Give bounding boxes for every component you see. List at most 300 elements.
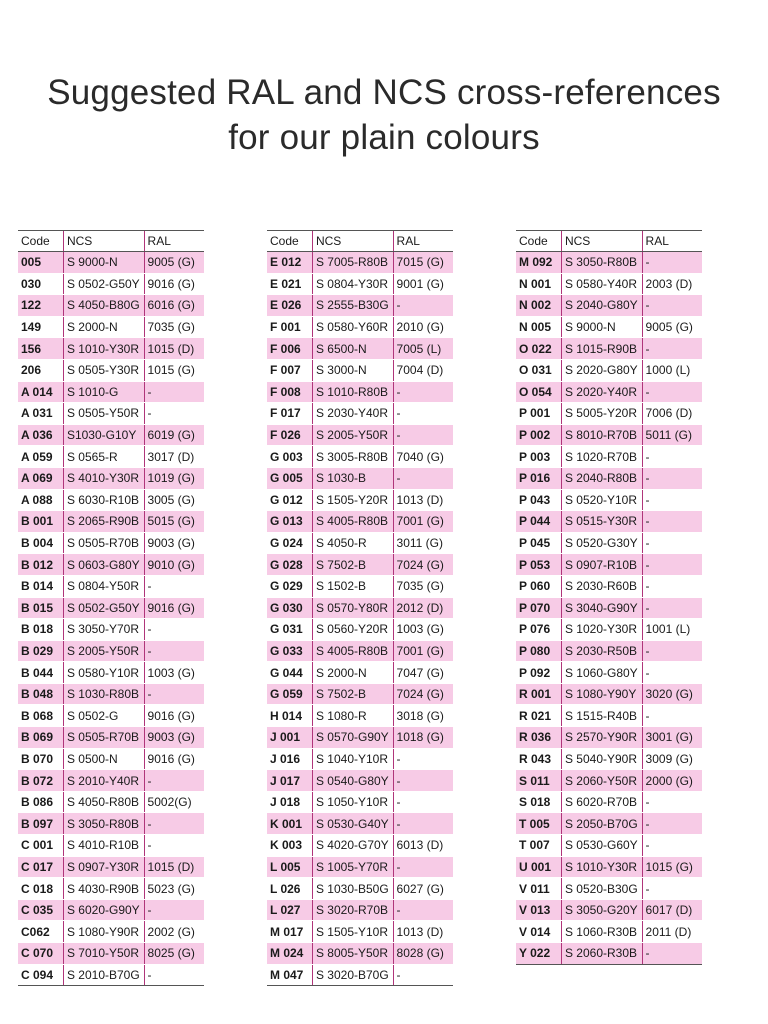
colour-table-3 [516,230,702,965]
table-row [267,359,453,381]
cell-code: R 001 [516,683,561,705]
table-row [18,640,204,662]
cell-ncs: S 1030-R80B [63,683,144,705]
cell-ncs: S 0540-G80Y [312,770,393,792]
cell-ral: 2003 (D) [642,273,702,295]
table-row [267,597,453,619]
cell-code: O 054 [516,381,561,403]
cell-ral: 9003 (G) [144,727,204,749]
cell-ncs: S 1080-Y90Y [561,683,642,705]
table-row [18,878,204,900]
cell-ncs: S 7502-B [312,683,393,705]
cell-ral: - [144,381,204,403]
cell-ral: - [642,640,702,662]
table-row [267,705,453,727]
cell-code: P 076 [516,619,561,641]
cell-ncs: S 6030-R10B [63,489,144,511]
cell-code: G 059 [267,683,312,705]
cell-ral: 9001 (G) [393,273,453,295]
table-row [516,597,702,619]
table-row [18,381,204,403]
cell-code: F 007 [267,359,312,381]
cell-ral: - [393,770,453,792]
cell-ral: - [393,424,453,446]
table-row [267,856,453,878]
table-row [18,532,204,554]
cell-ral: 2011 (D) [642,921,702,943]
cell-ral: 9005 (G) [642,316,702,338]
table-row [516,683,702,705]
cell-ral: 6016 (G) [144,295,204,317]
cell-ncs: S 0530-G60Y [561,835,642,857]
table-row [18,338,204,360]
cell-ral: 7024 (G) [393,683,453,705]
cell-ncs: S 0520-B30G [561,878,642,900]
cell-ncs: S 4050-B80G [63,295,144,317]
table-row [267,467,453,489]
cell-ncs: S 1060-G80Y [561,662,642,684]
cell-ncs: S 0520-Y10R [561,489,642,511]
cell-ncs: S 7005-R80B [312,252,393,274]
cell-ncs: S 0907-R10B [561,554,642,576]
cell-ncs: S 2020-Y40R [561,381,642,403]
table-row [516,381,702,403]
cell-code: H 014 [267,705,312,727]
cell-code: A 014 [18,381,63,403]
table-row [18,424,204,446]
cell-ral: - [642,943,702,965]
cell-code: G 028 [267,554,312,576]
cell-ncs: S 4030-R90B [63,878,144,900]
cell-ncs: S 9000-N [63,252,144,274]
cell-code: G 012 [267,489,312,511]
cell-code: B 044 [18,662,63,684]
table-row [18,899,204,921]
cell-ral: 1000 (L) [642,359,702,381]
cell-ral: 7005 (L) [393,338,453,360]
cell-code: J 017 [267,770,312,792]
table-row [516,511,702,533]
table-row [18,252,204,274]
table-row [267,489,453,511]
column-header-ncs: NCS [561,231,642,252]
table-row [516,575,702,597]
cell-ncs: S 2030-R50B [561,640,642,662]
cell-code: R 021 [516,705,561,727]
cell-ncs: S 3000-N [312,359,393,381]
cell-code: U 001 [516,856,561,878]
cell-code: S 011 [516,770,561,792]
cell-code: F 006 [267,338,312,360]
cell-ncs: S 0603-G80Y [63,554,144,576]
table-row [516,899,702,921]
cell-ral: - [642,878,702,900]
table-row [267,532,453,554]
cell-ncs: S 4050-R [312,532,393,554]
cell-ral: 6027 (G) [393,878,453,900]
cell-ncs: S 7502-B [312,554,393,576]
cell-ncs: S 1502-B [312,575,393,597]
cell-ral: 7001 (G) [393,511,453,533]
table-row [267,619,453,641]
table-row [267,640,453,662]
cell-ral: 1015 (D) [144,856,204,878]
cell-code: Y 022 [516,943,561,965]
cell-code: B 072 [18,770,63,792]
cell-code: M 047 [267,964,312,986]
cell-ncs: S 1050-Y10R [312,791,393,813]
cell-code: G 005 [267,467,312,489]
table-row [18,619,204,641]
cell-ncs: S 0502-G [63,705,144,727]
cell-ncs: S 0505-R70B [63,532,144,554]
cell-ral: 3011 (G) [393,532,453,554]
cell-ncs: S 6500-N [312,338,393,360]
table-row [516,359,702,381]
table-row [267,511,453,533]
table-row [18,403,204,425]
cell-ncs: S1030-G10Y [63,424,144,446]
cell-ral: 3017 (D) [144,446,204,468]
cell-ncs: S 1005-Y70R [312,856,393,878]
cell-ral: 1019 (G) [144,467,204,489]
table-row [516,252,702,274]
cell-ncs: S 2005-Y50R [63,640,144,662]
cell-code: 030 [18,273,63,295]
table-row [18,705,204,727]
table-row [267,683,453,705]
table-row [267,273,453,295]
cell-code: M 092 [516,252,561,274]
cell-ral: - [144,835,204,857]
cell-ral: 1015 (D) [144,338,204,360]
table-row [516,705,702,727]
cell-ral: 5011 (G) [642,424,702,446]
table-row [516,921,702,943]
cell-ral: - [642,813,702,835]
cell-code: V 011 [516,878,561,900]
cell-code: N 005 [516,316,561,338]
table-row [18,295,204,317]
cell-code: C 001 [18,835,63,857]
cell-code: G 029 [267,575,312,597]
cell-ncs: S 1030-B50G [312,878,393,900]
cell-ncs: S 2570-Y90R [561,727,642,749]
cell-ncs: S 0580-Y60R [312,316,393,338]
table-row [18,489,204,511]
cell-code: A 036 [18,424,63,446]
cell-ral: 9003 (G) [144,532,204,554]
cell-ncs: S 1505-Y10R [312,921,393,943]
table-row [516,813,702,835]
table-row [267,403,453,425]
table-row [18,575,204,597]
cell-ral: - [393,467,453,489]
cell-ncs: S 1020-R70B [561,446,642,468]
cell-ncs: S 1015-R90B [561,338,642,360]
cell-code: F 026 [267,424,312,446]
cell-ncs: S 2000-N [63,316,144,338]
cell-ncs: S 2050-B70G [561,813,642,835]
cell-ncs: S 3050-G20Y [561,899,642,921]
cell-ral: - [642,575,702,597]
colour-table-1 [18,230,204,986]
cell-code: 156 [18,338,63,360]
table-row [267,899,453,921]
cell-code: V 014 [516,921,561,943]
table-row [516,770,702,792]
cell-ral: 1013 (D) [393,921,453,943]
table-row [267,943,453,965]
table-row [516,791,702,813]
table-row [516,662,702,684]
cell-code: B 012 [18,554,63,576]
table-row [516,619,702,641]
cell-ral: 9005 (G) [144,252,204,274]
cell-code: R 043 [516,748,561,770]
cell-ral: 9016 (G) [144,597,204,619]
cell-ral: 5023 (G) [144,878,204,900]
cell-ncs: S 0804-Y50R [63,575,144,597]
cell-code: P 001 [516,403,561,425]
cell-ncs: S 2000-N [312,662,393,684]
cell-ral: - [642,511,702,533]
table-row [516,403,702,425]
cell-code: J 018 [267,791,312,813]
cell-code: R 036 [516,727,561,749]
cell-ncs: S 1010-G [63,381,144,403]
cell-ral: - [393,813,453,835]
column-header-code: Code [18,231,63,252]
cell-ncs: S 0502-G50Y [63,597,144,619]
cell-ncs: S 1515-R40B [561,705,642,727]
cell-ncs: S 4010-R10B [63,835,144,857]
table-row [267,748,453,770]
cell-code: S 018 [516,791,561,813]
cell-ncs: S 2020-G80Y [561,359,642,381]
cell-ral: 9016 (G) [144,705,204,727]
cell-code: L 027 [267,899,312,921]
table-row [18,511,204,533]
cell-code: N 001 [516,273,561,295]
table-row [516,943,702,965]
cell-ncs: S 1010-Y30R [63,338,144,360]
cell-ncs: S 0502-G50Y [63,273,144,295]
cell-ncs: S 1010-R80B [312,381,393,403]
cell-ral: - [144,575,204,597]
cell-ral: - [144,619,204,641]
column-header-code: Code [267,231,312,252]
table-row [516,640,702,662]
cell-code: G 033 [267,640,312,662]
table-row [516,424,702,446]
cell-code: C 070 [18,943,63,965]
cell-ral: 5002(G) [144,791,204,813]
cell-ral: 1003 (G) [144,662,204,684]
cell-code: B 015 [18,597,63,619]
cell-ral: - [393,295,453,317]
cell-ral: 6013 (D) [393,835,453,857]
table-row [267,964,453,986]
table-row [267,554,453,576]
cell-ral: - [642,791,702,813]
table-row [516,467,702,489]
cell-ncs: S 4050-R80B [63,791,144,813]
cell-ral: 9016 (G) [144,748,204,770]
cell-code: B 048 [18,683,63,705]
cell-ncs: S 0565-R [63,446,144,468]
cell-code: B 097 [18,813,63,835]
cell-code: P 070 [516,597,561,619]
cell-ncs: S 0570-G90Y [312,727,393,749]
cell-code: C062 [18,921,63,943]
cell-code: G 003 [267,446,312,468]
cell-ncs: S 2060-Y50R [561,770,642,792]
cell-ncs: S 1040-Y10R [312,748,393,770]
cell-ncs: S 3050-R80B [63,813,144,835]
cell-ral: 2000 (G) [642,770,702,792]
cell-ral: 1003 (G) [393,619,453,641]
cell-ncs: S 0580-Y10R [63,662,144,684]
cell-ncs: S 4020-G70Y [312,835,393,857]
table-row [516,295,702,317]
table-row [267,770,453,792]
cell-ral: 7047 (G) [393,662,453,684]
cell-ral: - [642,705,702,727]
cell-code: P 060 [516,575,561,597]
cell-ral: - [144,403,204,425]
cell-ral: 2010 (G) [393,316,453,338]
column-header-ral: RAL [393,231,453,252]
cell-ral: 7024 (G) [393,554,453,576]
cell-ncs: S 0505-R70B [63,727,144,749]
cell-code: C 094 [18,964,63,986]
cell-ncs: S 0505-Y50R [63,403,144,425]
table-row [516,532,702,554]
cell-code: C 035 [18,899,63,921]
cell-ncs: S 2010-Y40R [63,770,144,792]
cell-ncs: S 2065-R90B [63,511,144,533]
cell-ncs: S 0804-Y30R [312,273,393,295]
cell-code: J 016 [267,748,312,770]
cell-code: F 017 [267,403,312,425]
cell-ncs: S 3040-G90Y [561,597,642,619]
cell-code: T 007 [516,835,561,857]
table-row [18,662,204,684]
cell-code: P 092 [516,662,561,684]
cell-ncs: S 8005-Y50R [312,943,393,965]
cell-ral: - [642,835,702,857]
table-row [18,273,204,295]
table-row [516,748,702,770]
cell-code: B 070 [18,748,63,770]
cell-ral: 7006 (D) [642,403,702,425]
table-row [267,813,453,835]
cell-ncs: S 2060-R30B [561,943,642,965]
cell-ral: 6019 (G) [144,424,204,446]
cell-ral: 2002 (G) [144,921,204,943]
cell-ral: - [144,683,204,705]
cell-ncs: S 0907-Y30R [63,856,144,878]
table-row [18,835,204,857]
cell-ncs: S 0515-Y30R [561,511,642,533]
table-row [18,446,204,468]
cell-ncs: S 4005-R80B [312,640,393,662]
cell-code: M 024 [267,943,312,965]
title-line-1: Suggested RAL and NCS cross-references [47,73,721,112]
cell-ncs: S 2005-Y50R [312,424,393,446]
table-row [516,856,702,878]
table-row [18,467,204,489]
table-row [267,662,453,684]
cell-code: E 026 [267,295,312,317]
cell-code: P 045 [516,532,561,554]
cell-code: F 008 [267,381,312,403]
cell-ral: 2012 (D) [393,597,453,619]
cell-code: K 001 [267,813,312,835]
table-row [516,554,702,576]
table-row [267,727,453,749]
cell-code: G 024 [267,532,312,554]
cell-ncs: S 0580-Y40R [561,273,642,295]
cell-ral: - [393,899,453,921]
cell-ral: - [144,813,204,835]
cell-ral: - [144,640,204,662]
table-row [267,878,453,900]
cell-code: L 026 [267,878,312,900]
cell-code: P 016 [516,467,561,489]
table-row [516,316,702,338]
cell-ncs: S 6020-G90Y [63,899,144,921]
cell-ral: - [642,295,702,317]
table-row [267,381,453,403]
table-row [267,252,453,274]
table-row [267,835,453,857]
cell-ral: 1018 (G) [393,727,453,749]
table-row [18,791,204,813]
table-row [18,813,204,835]
column-header-ncs: NCS [63,231,144,252]
table-row [18,359,204,381]
cell-ncs: S 5005-Y20R [561,403,642,425]
cell-ncs: S 3005-R80B [312,446,393,468]
cell-ncs: S 2040-R80B [561,467,642,489]
cell-code: P 002 [516,424,561,446]
table-row [516,727,702,749]
cell-ncs: S 0505-Y30R [63,359,144,381]
cell-ral: 8028 (G) [393,943,453,965]
table-row [18,921,204,943]
cell-ral: - [642,554,702,576]
cell-ral: 9016 (G) [144,273,204,295]
cell-code: P 043 [516,489,561,511]
cell-ncs: S 2010-B70G [63,964,144,986]
title-line-2: for our plain colours [228,118,540,157]
cell-ral: - [642,252,702,274]
cell-code: A 069 [18,467,63,489]
table-row [267,575,453,597]
cell-ncs: S 6020-R70B [561,791,642,813]
table-row [516,835,702,857]
table-row [18,727,204,749]
cell-ncs: S 2555-B30G [312,295,393,317]
cell-ncs: S 0570-Y80R [312,597,393,619]
colour-table-2 [267,230,453,986]
cell-ncs: S 7010-Y50R [63,943,144,965]
table-row [18,748,204,770]
cell-code: 122 [18,295,63,317]
table-row [267,316,453,338]
